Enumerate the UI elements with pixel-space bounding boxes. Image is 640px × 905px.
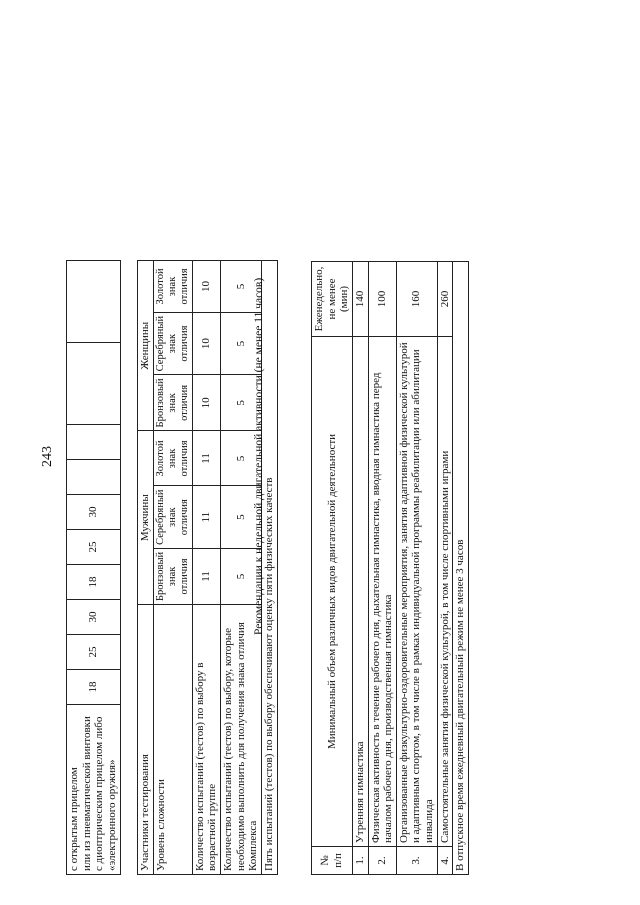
row-number: 2. xyxy=(368,847,396,875)
table-row xyxy=(352,262,368,875)
table-cell: 11 xyxy=(192,548,220,604)
row-label: Количество испытаний (тестов) по выбору, которые необходимо выполнить для получения знака отличия Комплекса xyxy=(221,605,262,875)
label-line: «электронного оружия» xyxy=(105,759,118,871)
table-cell: 5 xyxy=(221,261,262,313)
header-men: Мужчины xyxy=(138,431,154,605)
table-cell: 10 xyxy=(192,261,220,313)
label-line: с открытым прицелом xyxy=(68,767,80,871)
table-cell: 5 xyxy=(221,548,262,604)
table-row xyxy=(437,262,453,875)
activity-table xyxy=(311,261,469,875)
gold-header: Золотой знак отличия xyxy=(153,431,192,486)
table-cell: 5 xyxy=(221,312,262,374)
bronze-header: Бронзовый знак отличия xyxy=(153,548,192,604)
table-cell: 5 xyxy=(221,375,262,431)
gold-header: Золотой знак отличия xyxy=(153,261,192,313)
silver-header: Серебряный знак отличия xyxy=(153,312,192,374)
table-row xyxy=(453,262,469,875)
header-level: Уровень сложности xyxy=(153,605,192,875)
table-row xyxy=(67,261,121,875)
table-cell: 30 xyxy=(67,495,121,530)
activity-text: Утренняя гимнастика xyxy=(352,337,368,847)
header-activity: Минимальный объем различных видов двигательной деятельности xyxy=(312,337,353,847)
weekly-minutes: 100 xyxy=(368,262,396,337)
bronze-header: Бронзовый знак отличия xyxy=(153,375,192,431)
table-cell xyxy=(67,261,121,343)
activity-text: Организованные физкультурно-оздоровительные мероприятия, занятия адаптивной физической культурой и адаптивным спортом, в том числе в рамках индивидуальной программы реабилитации или абилитации инвалида xyxy=(396,337,437,847)
activity-text: Самостоятельные занятия физической культурой, в том числе спортивными играми xyxy=(437,337,453,847)
vacation-note: В отпускное время ежедневный двигательный режим не менее 3 часов xyxy=(453,262,469,875)
header-women: Женщины xyxy=(138,261,154,431)
row-label: Количество испытаний (тестов) по выбору в возрастной группе xyxy=(192,605,220,875)
table-row xyxy=(312,262,353,875)
table-cell: 30 xyxy=(67,600,121,635)
table-cell: 25 xyxy=(67,530,121,565)
row-number: 4. xyxy=(437,847,453,875)
table-row xyxy=(138,261,154,875)
header-weekly: Еженедельно, не менее (мин) xyxy=(312,262,353,337)
target-table-fragment xyxy=(66,260,121,875)
table-row xyxy=(368,262,396,875)
activity-text: Физическая активность в течение рабочего дня, дыхательная гимнастика, вводная гимнастика перед началом рабочего дня, производственная гимнастика xyxy=(368,337,396,847)
row-number: 1. xyxy=(352,847,368,875)
table-cell: 10 xyxy=(192,312,220,374)
table-cell: 10 xyxy=(192,375,220,431)
table-row xyxy=(153,261,192,875)
table-cell: 11 xyxy=(192,431,220,486)
header-number: № п/п xyxy=(312,847,353,875)
table-cell: 25 xyxy=(67,635,121,670)
recommendations-title: Рекомендации к недельной двигательной активности (не менее 11 часов) xyxy=(253,277,265,635)
table-cell xyxy=(67,425,121,460)
weekly-minutes: 260 xyxy=(437,262,453,337)
row-label xyxy=(67,705,121,875)
table-cell: 5 xyxy=(221,431,262,486)
table-cell xyxy=(67,460,121,495)
table-cell: 11 xyxy=(192,486,220,548)
table-row xyxy=(192,261,220,875)
full-width-note: Пять испытаний (тестов) по выбору обеспечивают оценку пяти физических качеств xyxy=(262,261,278,875)
table-cell xyxy=(67,343,121,425)
weekly-minutes: 160 xyxy=(396,262,437,337)
silver-header: Серебряный знак отличия xyxy=(153,486,192,548)
table-cell: 18 xyxy=(67,670,121,705)
label-line: или из пневматической винтовки xyxy=(80,716,93,871)
label-line: с диоптрическим прицелом либо xyxy=(93,716,106,871)
weekly-minutes: 140 xyxy=(352,262,368,337)
page-number: 243 xyxy=(40,446,55,467)
row-number: 3. xyxy=(396,847,437,875)
table-cell: 18 xyxy=(67,565,121,600)
table-cell: 5 xyxy=(221,486,262,548)
table-row xyxy=(396,262,437,875)
header-participants: Участники тестирования xyxy=(138,605,154,875)
